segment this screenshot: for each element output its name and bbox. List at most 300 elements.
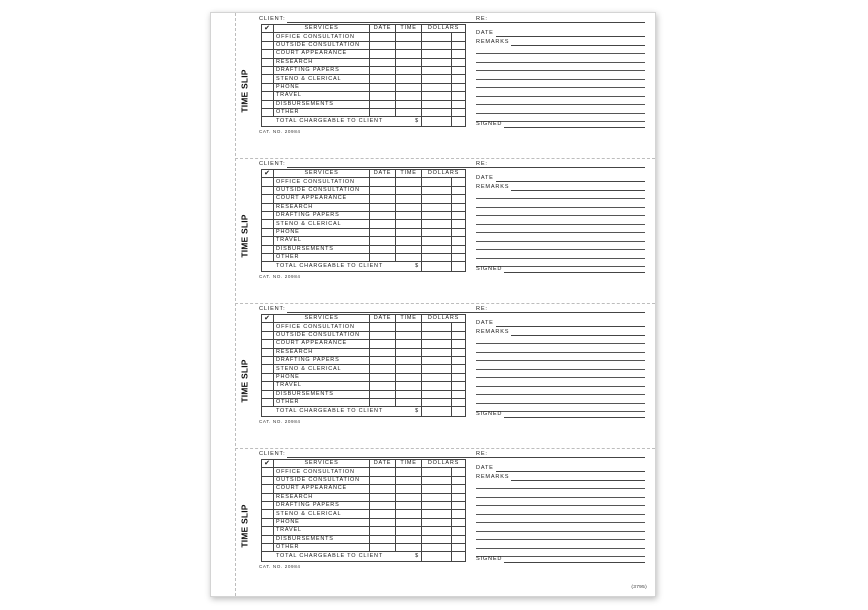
remarks-line[interactable] [476, 62, 645, 63]
remarks-first-line[interactable] [511, 184, 645, 191]
time-slip-label: TIME SLIP [240, 504, 251, 548]
time-cell[interactable] [396, 195, 422, 203]
cents-cell[interactable] [452, 237, 466, 245]
cents-cell[interactable] [452, 186, 466, 194]
re-line[interactable] [490, 451, 645, 458]
time-cell[interactable] [396, 66, 422, 74]
dollars-cell[interactable] [422, 66, 452, 74]
dollars-cell[interactable] [422, 92, 452, 100]
time-cell[interactable] [396, 92, 422, 100]
check-cell[interactable] [262, 178, 274, 186]
remarks-field[interactable] [476, 38, 645, 46]
dollars-cell[interactable] [422, 41, 452, 49]
time-cell[interactable] [396, 186, 422, 194]
dollars-cell[interactable] [422, 75, 452, 83]
time-cell[interactable] [396, 211, 422, 219]
re-line[interactable] [490, 16, 645, 23]
cents-cell[interactable] [452, 211, 466, 219]
dollars-cell[interactable] [422, 501, 452, 509]
check-cell[interactable] [262, 100, 274, 108]
signed-field[interactable] [476, 120, 645, 128]
cents-cell[interactable] [452, 203, 466, 211]
check-cell[interactable] [262, 476, 274, 484]
cents-cell[interactable] [452, 493, 466, 501]
dollars-cell[interactable] [422, 237, 452, 245]
dollars-cell[interactable] [422, 253, 452, 261]
date-cell[interactable] [370, 468, 396, 476]
total-dollars-cell[interactable] [422, 262, 452, 272]
date-cell[interactable] [370, 398, 396, 406]
time-cell[interactable] [396, 253, 422, 261]
remarks-line[interactable] [476, 514, 645, 515]
remarks-line[interactable] [476, 377, 645, 378]
check-cell[interactable] [262, 398, 274, 406]
cents-cell[interactable] [452, 195, 466, 203]
dollars-cell[interactable] [422, 340, 452, 348]
remarks-line[interactable] [476, 79, 645, 80]
check-cell[interactable] [262, 373, 274, 381]
re-field[interactable] [476, 450, 645, 458]
cents-cell[interactable] [452, 58, 466, 66]
check-cell[interactable] [262, 195, 274, 203]
time-cell[interactable] [396, 323, 422, 331]
time-cell[interactable] [396, 468, 422, 476]
check-cell[interactable] [262, 348, 274, 356]
time-cell[interactable] [396, 75, 422, 83]
time-cell[interactable] [396, 331, 422, 339]
check-cell[interactable] [262, 211, 274, 219]
remarks-line[interactable] [476, 539, 645, 540]
check-cell[interactable] [262, 535, 274, 543]
date-cell[interactable] [370, 203, 396, 211]
remarks-line[interactable] [476, 249, 645, 250]
remarks-line[interactable] [476, 394, 645, 395]
remarks-line[interactable] [476, 224, 645, 225]
date-cell[interactable] [370, 66, 396, 74]
signature-line[interactable] [504, 121, 645, 128]
dollars-cell[interactable] [422, 323, 452, 331]
service-name: DRAFTING PAPERS [274, 501, 370, 509]
dollars-cell[interactable] [422, 527, 452, 535]
signed-field[interactable] [476, 265, 645, 273]
date-cell[interactable] [370, 356, 396, 364]
time-cell[interactable] [396, 108, 422, 116]
remarks-line[interactable] [476, 232, 645, 233]
check-cell[interactable] [262, 543, 274, 551]
time-cell[interactable] [396, 527, 422, 535]
time-cell[interactable] [396, 58, 422, 66]
dollars-cell[interactable] [422, 476, 452, 484]
remarks-line[interactable] [476, 113, 645, 114]
dollars-cell[interactable] [422, 50, 452, 58]
check-cell[interactable] [262, 220, 274, 228]
total-cents-cell[interactable] [452, 117, 466, 127]
client-line[interactable] [287, 306, 490, 313]
cents-cell[interactable] [452, 468, 466, 476]
date-cell[interactable] [370, 518, 396, 526]
cents-cell[interactable] [452, 382, 466, 390]
date-cell[interactable] [370, 195, 396, 203]
client-field[interactable] [259, 160, 490, 168]
remarks-line[interactable] [476, 531, 645, 532]
dollars-cell[interactable] [422, 33, 452, 41]
time-cell[interactable] [396, 543, 422, 551]
dollars-cell[interactable] [422, 382, 452, 390]
date-cell[interactable] [370, 323, 396, 331]
dollars-cell[interactable] [422, 83, 452, 91]
dollars-cell[interactable] [422, 245, 452, 253]
dollars-cell[interactable] [422, 543, 452, 551]
date-cell[interactable] [370, 228, 396, 236]
remarks-first-line[interactable] [511, 39, 645, 46]
cents-cell[interactable] [452, 518, 466, 526]
dollars-cell[interactable] [422, 203, 452, 211]
dollars-cell[interactable] [422, 228, 452, 236]
time-cell[interactable] [396, 535, 422, 543]
remarks-line[interactable] [476, 207, 645, 208]
check-cell[interactable] [262, 75, 274, 83]
re-field[interactable] [476, 305, 645, 313]
date-cell[interactable] [370, 178, 396, 186]
signature-line[interactable] [504, 266, 645, 273]
dollars-cell[interactable] [422, 398, 452, 406]
remarks-line[interactable] [476, 343, 645, 344]
date-cell[interactable] [370, 543, 396, 551]
date-cell[interactable] [370, 331, 396, 339]
total-label-cell [262, 262, 422, 272]
service-name: PHONE [274, 518, 370, 526]
date-cell[interactable] [370, 390, 396, 398]
check-cell[interactable] [262, 323, 274, 331]
date-cell[interactable] [370, 41, 396, 49]
check-cell[interactable] [262, 518, 274, 526]
time-cell[interactable] [396, 340, 422, 348]
date-cell[interactable] [370, 535, 396, 543]
date-cell[interactable] [370, 186, 396, 194]
time-cell[interactable] [396, 83, 422, 91]
cents-cell[interactable] [452, 253, 466, 261]
remarks-line[interactable] [476, 505, 645, 506]
date-line[interactable] [496, 465, 645, 472]
date-cell[interactable] [370, 253, 396, 261]
service-name: OFFICE CONSULTATION [274, 468, 370, 476]
remarks-first-line[interactable] [511, 329, 645, 336]
check-cell[interactable] [262, 527, 274, 535]
dollars-cell[interactable] [422, 108, 452, 116]
date-cell[interactable] [370, 50, 396, 58]
cents-cell[interactable] [452, 50, 466, 58]
check-cell[interactable] [262, 237, 274, 245]
remarks-line[interactable] [476, 96, 645, 97]
dollars-cell[interactable] [422, 535, 452, 543]
check-cell[interactable] [262, 92, 274, 100]
cents-cell[interactable] [452, 535, 466, 543]
client-field[interactable] [259, 15, 490, 23]
date-cell[interactable] [370, 340, 396, 348]
cents-cell[interactable] [452, 100, 466, 108]
total-cents-cell[interactable] [452, 407, 466, 417]
check-cell[interactable] [262, 356, 274, 364]
check-cell[interactable] [262, 186, 274, 194]
time-cell[interactable] [396, 178, 422, 186]
service-row [262, 178, 466, 186]
total-cents-cell[interactable] [452, 262, 466, 272]
service-name: OTHER [274, 398, 370, 406]
check-cell[interactable] [262, 501, 274, 509]
date-label: DATE [476, 465, 494, 472]
time-cell[interactable] [396, 220, 422, 228]
re-field[interactable] [476, 15, 645, 23]
dollars-cell[interactable] [422, 510, 452, 518]
check-cell[interactable] [262, 228, 274, 236]
check-cell[interactable] [262, 66, 274, 74]
check-cell[interactable] [262, 83, 274, 91]
remarks-line[interactable] [476, 522, 645, 523]
signed-field[interactable] [476, 555, 645, 563]
cents-cell[interactable] [452, 340, 466, 348]
services-header: SERVICES [274, 170, 370, 178]
check-cell[interactable] [262, 510, 274, 518]
date-cell[interactable] [370, 92, 396, 100]
date-cell[interactable] [370, 108, 396, 116]
check-cell[interactable] [262, 108, 274, 116]
service-name: OUTSIDE CONSULTATION [274, 476, 370, 484]
check-cell[interactable] [262, 33, 274, 41]
date-line[interactable] [496, 30, 645, 37]
dollars-cell[interactable] [422, 365, 452, 373]
check-cell[interactable] [262, 331, 274, 339]
check-cell[interactable] [262, 203, 274, 211]
time-cell[interactable] [396, 518, 422, 526]
cents-cell[interactable] [452, 373, 466, 381]
signature-line[interactable] [504, 411, 645, 418]
cents-cell[interactable] [452, 365, 466, 373]
remarks-line[interactable] [476, 403, 645, 404]
date-cell[interactable] [370, 365, 396, 373]
date-cell[interactable] [370, 75, 396, 83]
time-cell[interactable] [396, 356, 422, 364]
time-cell[interactable] [396, 41, 422, 49]
date-cell[interactable] [370, 485, 396, 493]
cents-cell[interactable] [452, 348, 466, 356]
date-cell[interactable] [370, 527, 396, 535]
date-cell[interactable] [370, 373, 396, 381]
time-cell[interactable] [396, 501, 422, 509]
time-cell[interactable] [396, 476, 422, 484]
total-dollars-cell[interactable] [422, 407, 452, 417]
dollars-cell[interactable] [422, 468, 452, 476]
cents-cell[interactable] [452, 510, 466, 518]
date-line[interactable] [496, 175, 645, 182]
total-dollars-cell[interactable] [422, 552, 452, 562]
cents-cell[interactable] [452, 331, 466, 339]
time-cell[interactable] [396, 33, 422, 41]
check-cell[interactable] [262, 340, 274, 348]
client-line[interactable] [287, 451, 490, 458]
date-cell[interactable] [370, 348, 396, 356]
check-cell[interactable] [262, 253, 274, 261]
re-line[interactable] [490, 306, 645, 313]
date-field[interactable] [476, 319, 645, 327]
time-cell[interactable] [396, 373, 422, 381]
check-cell[interactable] [262, 245, 274, 253]
remarks-line[interactable] [476, 360, 645, 361]
remarks-field[interactable] [476, 328, 645, 336]
cents-cell[interactable] [452, 485, 466, 493]
time-cell[interactable] [396, 50, 422, 58]
remarks-line[interactable] [476, 386, 645, 387]
checkmark-icon: ✔ [262, 460, 274, 468]
time-cell[interactable] [396, 390, 422, 398]
signature-line[interactable] [504, 556, 645, 563]
time-cell[interactable] [396, 493, 422, 501]
cents-cell[interactable] [452, 83, 466, 91]
date-cell[interactable] [370, 476, 396, 484]
services-table [261, 314, 466, 417]
date-field[interactable] [476, 29, 645, 37]
date-cell[interactable] [370, 382, 396, 390]
date-line[interactable] [496, 320, 645, 327]
client-line[interactable] [287, 16, 490, 23]
client-line[interactable] [287, 161, 490, 168]
dollars-cell[interactable] [422, 178, 452, 186]
dollars-cell[interactable] [422, 485, 452, 493]
remarks-line[interactable] [476, 548, 645, 549]
cents-cell[interactable] [452, 527, 466, 535]
cents-cell[interactable] [452, 220, 466, 228]
remarks-line[interactable] [476, 241, 645, 242]
cents-cell[interactable] [452, 398, 466, 406]
time-cell[interactable] [396, 100, 422, 108]
remarks-line[interactable] [476, 104, 645, 105]
cents-cell[interactable] [452, 476, 466, 484]
time-cell[interactable] [396, 398, 422, 406]
date-cell[interactable] [370, 510, 396, 518]
remarks-line[interactable] [476, 87, 645, 88]
cents-cell[interactable] [452, 108, 466, 116]
service-row [262, 58, 466, 66]
total-dollars-cell[interactable] [422, 117, 452, 127]
signed-field[interactable] [476, 410, 645, 418]
dollars-cell[interactable] [422, 195, 452, 203]
remarks-line[interactable] [476, 70, 645, 71]
time-cell[interactable] [396, 382, 422, 390]
remarks-first-line[interactable] [511, 474, 645, 481]
time-cell[interactable] [396, 365, 422, 373]
dollars-cell[interactable] [422, 493, 452, 501]
cents-cell[interactable] [452, 501, 466, 509]
time-cell[interactable] [396, 348, 422, 356]
cents-cell[interactable] [452, 75, 466, 83]
remarks-line[interactable] [476, 369, 645, 370]
dollars-cell[interactable] [422, 58, 452, 66]
re-line[interactable] [490, 161, 645, 168]
remarks-line[interactable] [476, 215, 645, 216]
cents-cell[interactable] [452, 390, 466, 398]
cents-cell[interactable] [452, 92, 466, 100]
dollars-cell[interactable] [422, 390, 452, 398]
check-cell[interactable] [262, 58, 274, 66]
dollars-cell[interactable] [422, 348, 452, 356]
dollars-cell[interactable] [422, 186, 452, 194]
cents-cell[interactable] [452, 323, 466, 331]
date-field[interactable] [476, 464, 645, 472]
cents-cell[interactable] [452, 356, 466, 364]
service-row [262, 365, 466, 373]
dollars-cell[interactable] [422, 220, 452, 228]
client-field[interactable] [259, 305, 490, 313]
check-cell[interactable] [262, 382, 274, 390]
cents-cell[interactable] [452, 66, 466, 74]
remarks-line[interactable] [476, 198, 645, 199]
re-field[interactable] [476, 160, 645, 168]
time-cell[interactable] [396, 245, 422, 253]
cents-cell[interactable] [452, 178, 466, 186]
date-cell[interactable] [370, 237, 396, 245]
service-name: COURT APPEARANCE [274, 340, 370, 348]
cents-cell[interactable] [452, 543, 466, 551]
cents-cell[interactable] [452, 33, 466, 41]
time-cell[interactable] [396, 237, 422, 245]
time-cell[interactable] [396, 510, 422, 518]
date-cell[interactable] [370, 100, 396, 108]
client-field[interactable] [259, 450, 490, 458]
dollars-cell[interactable] [422, 373, 452, 381]
service-row [262, 468, 466, 476]
services-table [261, 24, 466, 127]
check-cell[interactable] [262, 365, 274, 373]
remarks-line[interactable] [476, 488, 645, 489]
check-cell[interactable] [262, 390, 274, 398]
time-cell[interactable] [396, 228, 422, 236]
date-cell[interactable] [370, 501, 396, 509]
dollars-cell[interactable] [422, 100, 452, 108]
form-code: (3795) [631, 585, 647, 590]
cents-cell[interactable] [452, 245, 466, 253]
dollars-cell[interactable] [422, 518, 452, 526]
date-cell[interactable] [370, 493, 396, 501]
date-field[interactable] [476, 174, 645, 182]
check-cell[interactable] [262, 41, 274, 49]
dollars-cell[interactable] [422, 356, 452, 364]
date-cell[interactable] [370, 211, 396, 219]
check-cell[interactable] [262, 493, 274, 501]
remarks-line[interactable] [476, 497, 645, 498]
time-cell[interactable] [396, 485, 422, 493]
remarks-line[interactable] [476, 258, 645, 259]
service-name: RESEARCH [274, 493, 370, 501]
check-cell[interactable] [262, 485, 274, 493]
remarks-line[interactable] [476, 352, 645, 353]
remarks-line[interactable] [476, 53, 645, 54]
remarks-field[interactable] [476, 183, 645, 191]
date-cell[interactable] [370, 220, 396, 228]
date-cell[interactable] [370, 245, 396, 253]
date-cell[interactable] [370, 83, 396, 91]
dollars-cell[interactable] [422, 331, 452, 339]
time-cell[interactable] [396, 203, 422, 211]
dollars-cell[interactable] [422, 211, 452, 219]
remarks-field[interactable] [476, 473, 645, 481]
check-cell[interactable] [262, 468, 274, 476]
date-cell[interactable] [370, 58, 396, 66]
total-cents-cell[interactable] [452, 552, 466, 562]
cents-cell[interactable] [452, 228, 466, 236]
catalog-number: CAT. NO. 20984 [259, 564, 301, 569]
cents-cell[interactable] [452, 41, 466, 49]
check-cell[interactable] [262, 50, 274, 58]
date-cell[interactable] [370, 33, 396, 41]
